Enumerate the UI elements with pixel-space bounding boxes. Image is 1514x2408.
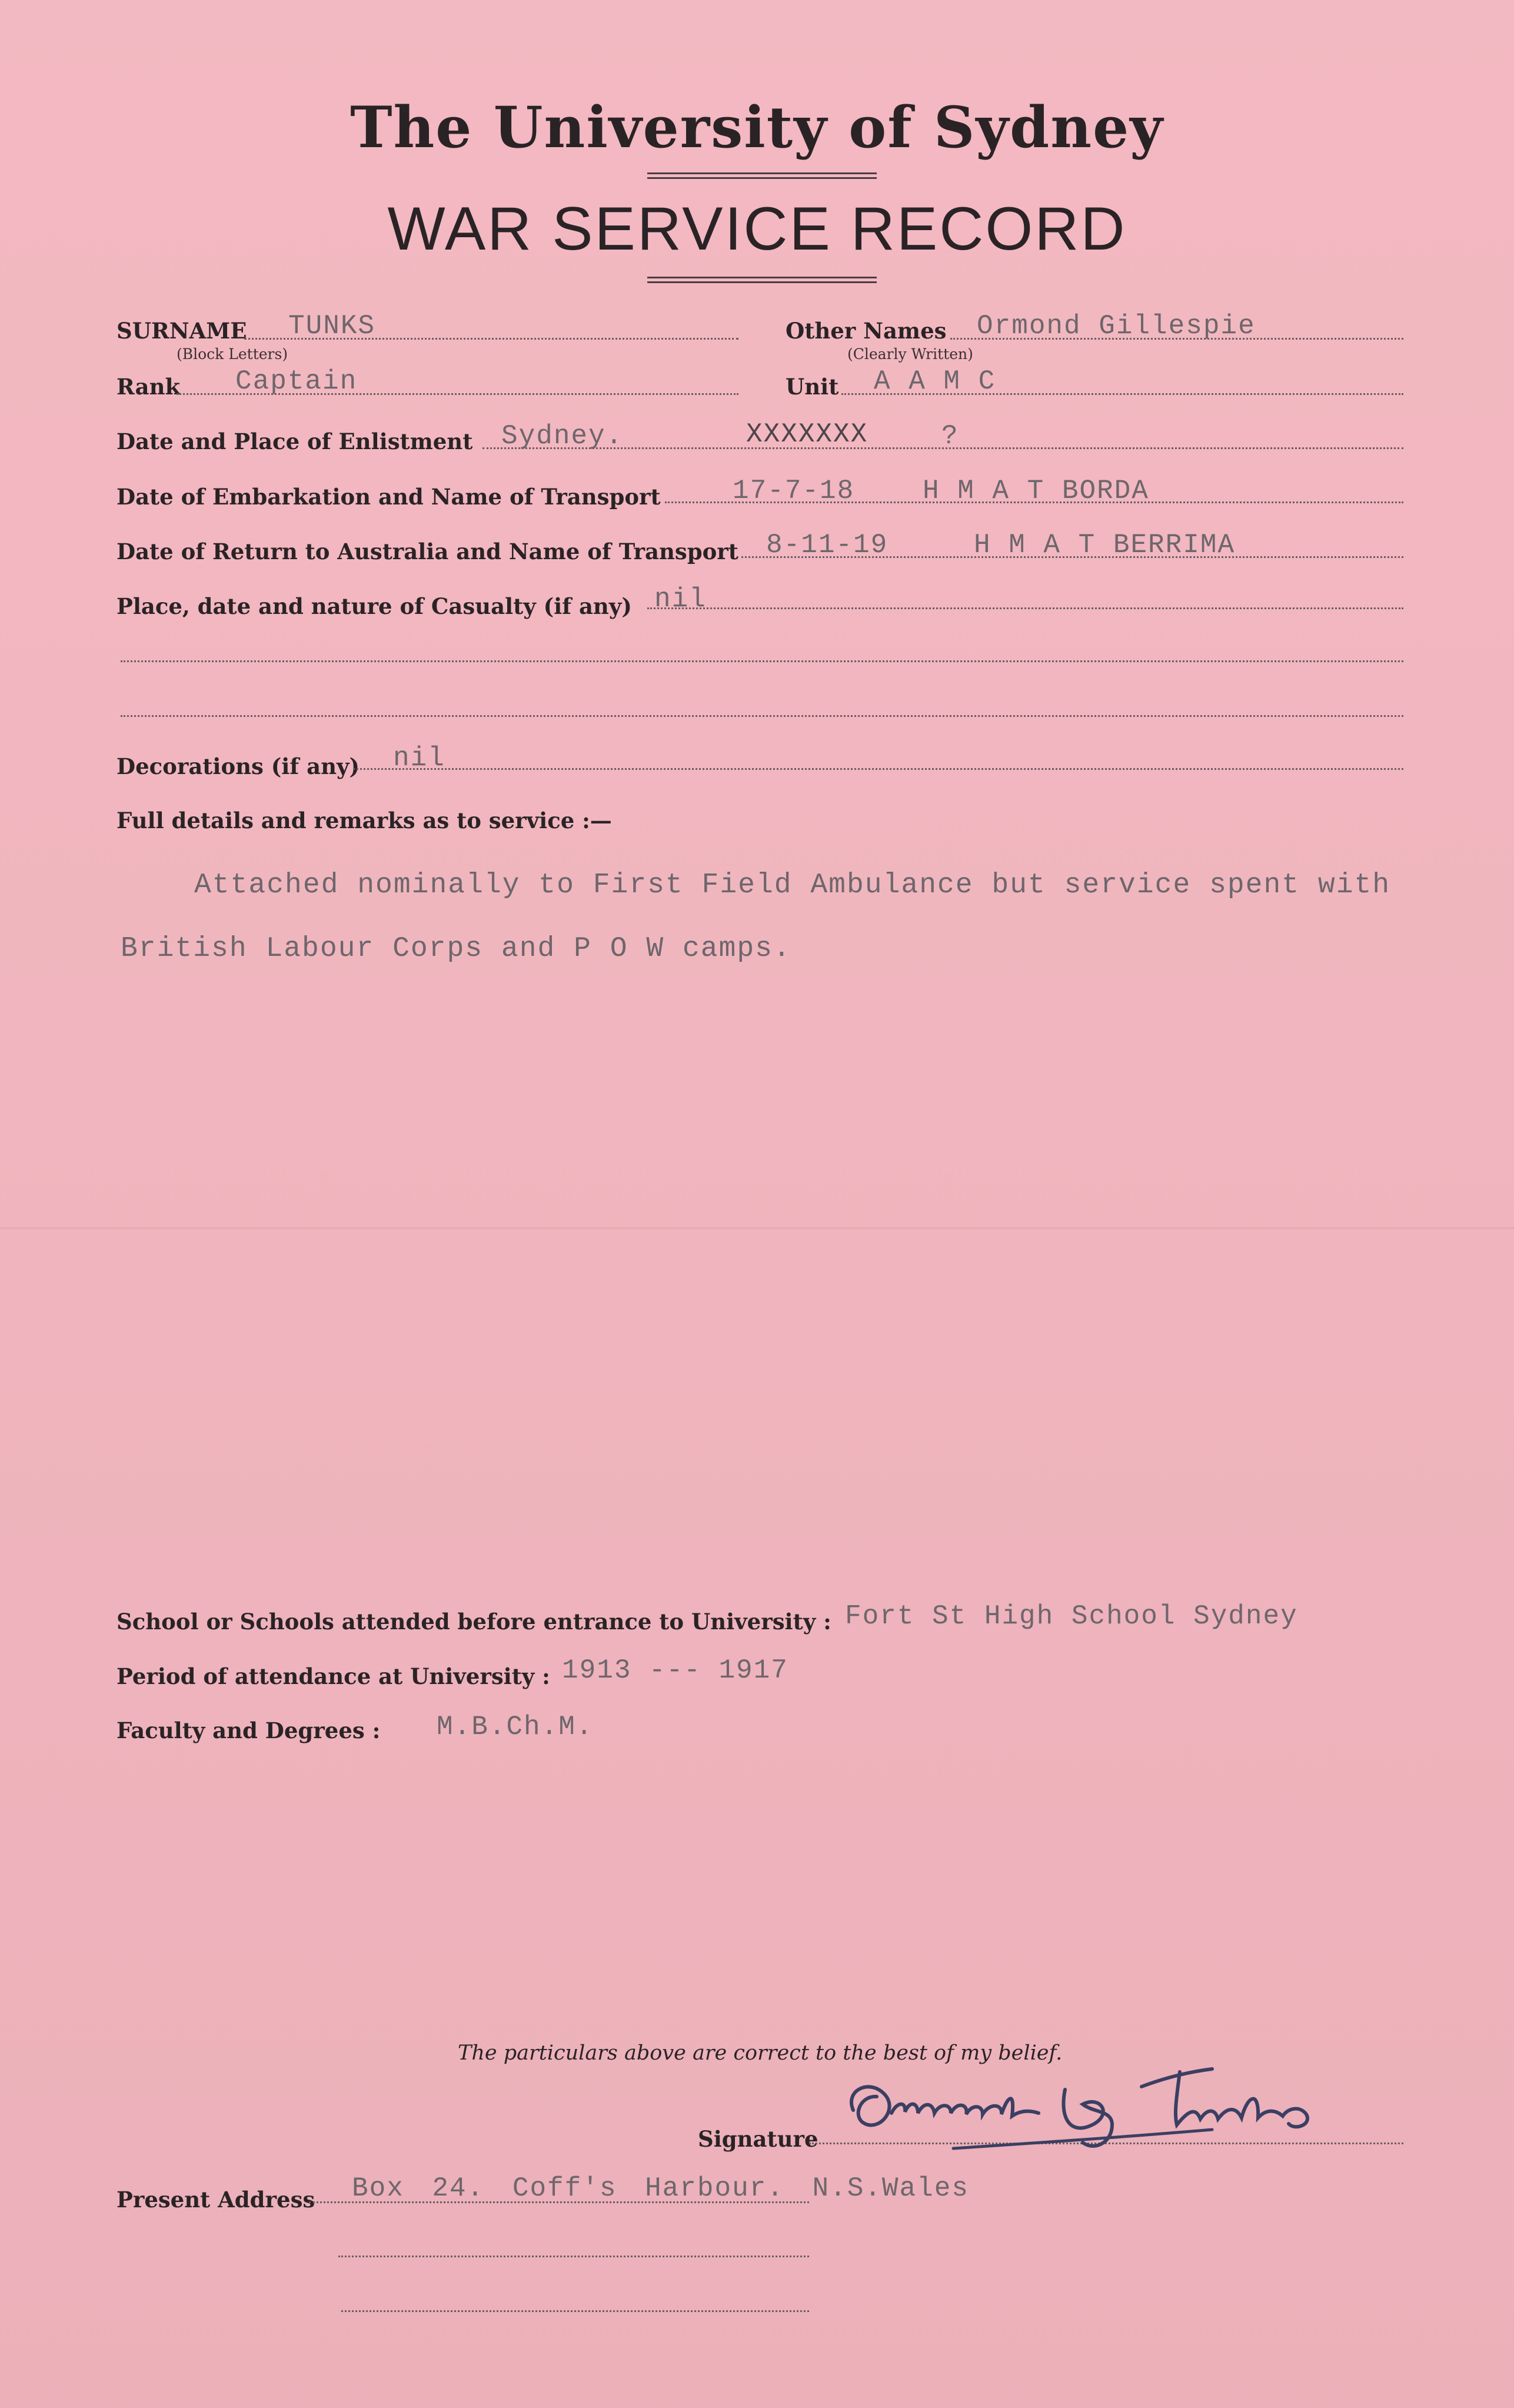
- title-rule-bottom: [647, 277, 877, 278]
- enlistment-place: Sydney.: [501, 421, 624, 451]
- address-label: Present Address: [117, 2187, 315, 2213]
- address-value: Box 24. Coff's Harbour. N.S.Wales: [352, 2173, 969, 2204]
- remarks-text: Attached nominally to First Field Ambulance but service spent with British Labour Corps and P O W camps.: [121, 869, 1391, 965]
- return-transport: H M A T BERRIMA: [974, 530, 1236, 560]
- embarkation-label: Date of Embarkation and Name of Transport: [117, 484, 661, 510]
- certification-text: The particulars above are correct to the best of my belief.: [458, 2041, 1063, 2065]
- institution-title: The University of Sydney: [350, 94, 1164, 161]
- casualty-line-3: [121, 715, 1403, 717]
- address-line-2: [338, 2256, 809, 2257]
- school-label: School or Schools attended before entrance to University :: [117, 1609, 831, 1635]
- signature-handwriting: [836, 2054, 1365, 2178]
- faculty-value: M.B.Ch.M.: [437, 1712, 594, 1742]
- casualty-value: nil: [654, 584, 707, 615]
- casualty-line: [647, 607, 1403, 609]
- decorations-label: Decorations (if any): [117, 753, 360, 779]
- title-rule-top: [647, 172, 877, 174]
- return-label: Date of Return to Australia and Name of Transport: [117, 539, 738, 564]
- casualty-label: Place, date and nature of Casualty (if any): [117, 593, 632, 619]
- title-rule-bottom-2: [647, 281, 877, 283]
- faculty-label: Faculty and Degrees :: [117, 1718, 381, 1743]
- other-names-value: Ormond Gillespie: [977, 311, 1256, 341]
- unit-label: Unit: [786, 374, 839, 400]
- casualty-line-2: [121, 660, 1403, 662]
- surname-value: TUNKS: [288, 311, 376, 341]
- surname-label: SURNAME: [117, 318, 247, 344]
- other-names-label: Other Names: [786, 318, 947, 344]
- form-title: WAR SERVICE RECORD: [387, 195, 1127, 263]
- attendance-value: 1913 --- 1917: [562, 1655, 788, 1686]
- decorations-line: [353, 768, 1403, 770]
- enlistment-label: Date and Place of Enlistment: [117, 429, 473, 454]
- rank-value: Captain: [235, 366, 358, 397]
- embarkation-transport: H M A T BORDA: [923, 476, 1149, 506]
- paper-fold-line: [0, 1227, 1514, 1229]
- other-names-hint: (Clearly Written): [847, 346, 973, 363]
- surname-hint: (Block Letters): [177, 346, 288, 363]
- remarks-label: Full details and remarks as to service :—: [117, 808, 612, 833]
- title-rule-top-2: [647, 177, 877, 179]
- address-line-3: [341, 2310, 809, 2312]
- rank-label: Rank: [117, 374, 181, 400]
- unit-value: A A M C: [874, 366, 996, 397]
- signature-label: Signature: [698, 2126, 818, 2152]
- attendance-label: Period of attendance at University :: [117, 1663, 550, 1689]
- embarkation-date: 17-7-18: [733, 476, 855, 506]
- enlistment-struck-out: XXXXXXX: [746, 419, 869, 450]
- decorations-value: nil: [393, 743, 445, 773]
- enlistment-date: ?: [941, 421, 959, 451]
- school-value: Fort St High School Sydney: [845, 1601, 1298, 1632]
- return-date: 8-11-19: [766, 530, 889, 560]
